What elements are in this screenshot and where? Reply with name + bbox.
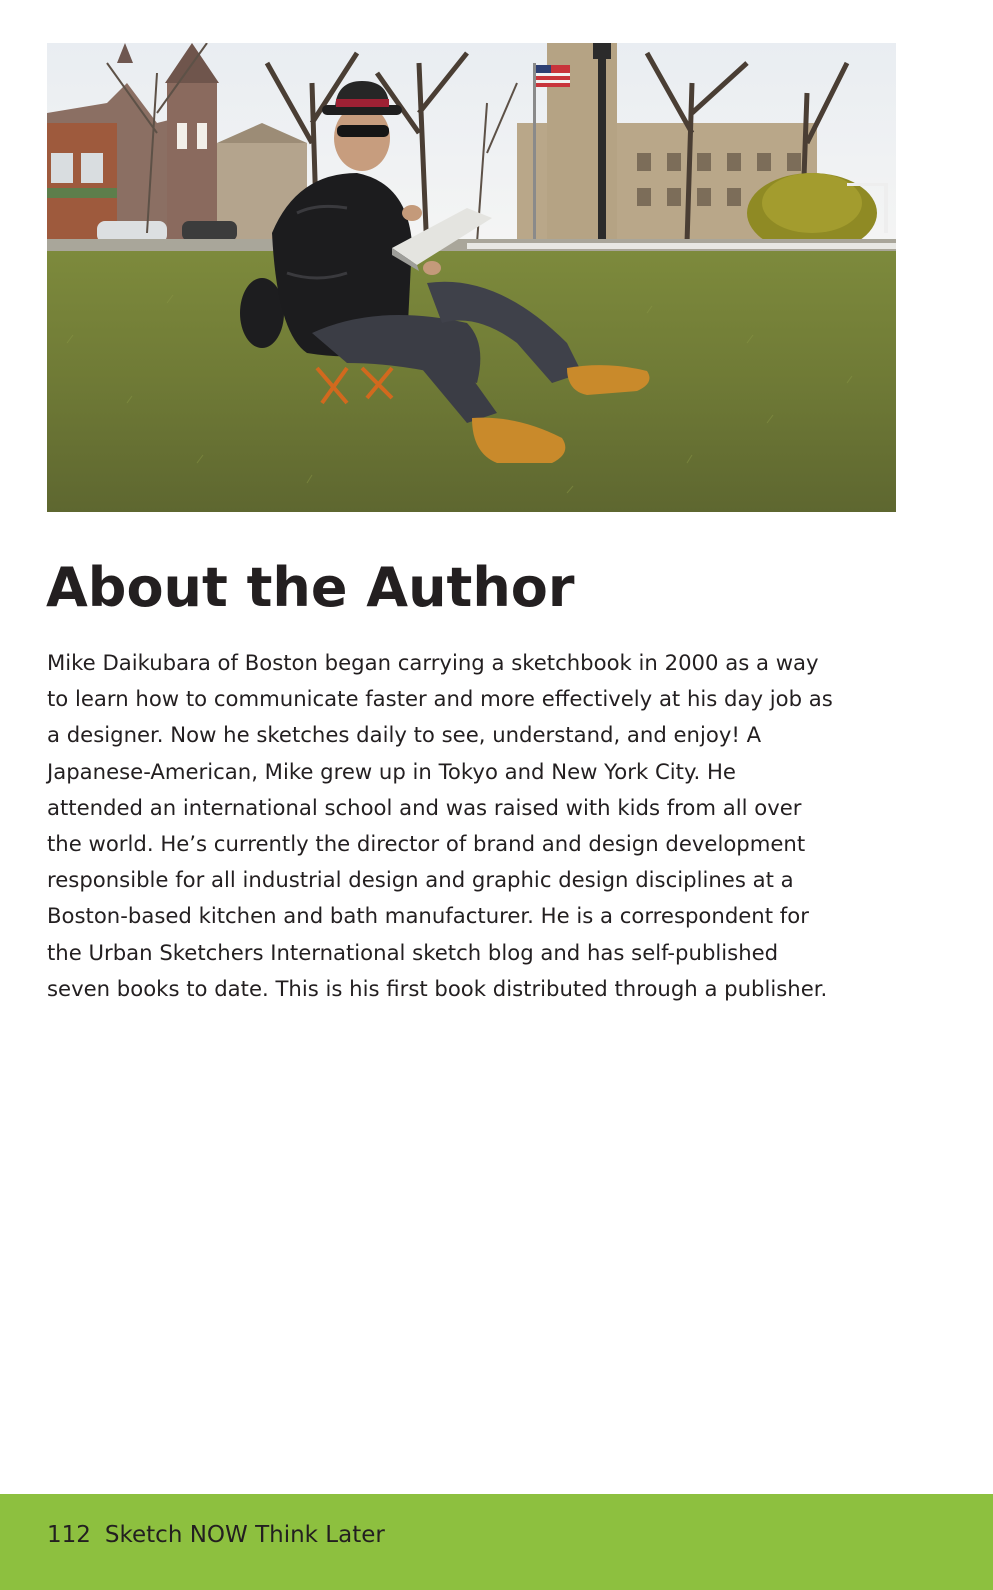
bio-line: the Urban Sketchers International sketch blog and has self-published bbox=[47, 939, 779, 965]
footer-folio bbox=[47, 1519, 385, 1551]
bio-line: the world. He’s currently the director of brand and design development bbox=[47, 831, 806, 857]
author-bio bbox=[47, 645, 897, 1007]
bio-line: seven books to date. This is his first book distributed through a publisher. bbox=[47, 975, 828, 1001]
bio-line: Boston-based kitchen and bath manufacturer. He is a correspondent for bbox=[47, 903, 809, 929]
bio-line: Mike Daikubara of Boston began carrying a sketchbook in 2000 as a way bbox=[47, 650, 819, 675]
bio-line: to learn how to communicate faster and more effectively at his day job as bbox=[47, 686, 833, 712]
page-number: 112 bbox=[47, 1522, 91, 1548]
bio-line: attended an international school and was raised with kids from all over bbox=[47, 794, 802, 820]
bio-line: responsible for all industrial design and graphic design disciplines at a bbox=[47, 867, 794, 893]
author-photo bbox=[47, 43, 896, 512]
book-title: Sketch NOW Think Later bbox=[104, 1522, 385, 1548]
page-title: About the Author bbox=[46, 556, 575, 619]
bio-line: a designer. Now he sketches daily to see, understand, and enjoy! A bbox=[47, 722, 762, 748]
bio-line: Japanese-American, Mike grew up in Tokyo and New York City. He bbox=[47, 758, 736, 784]
